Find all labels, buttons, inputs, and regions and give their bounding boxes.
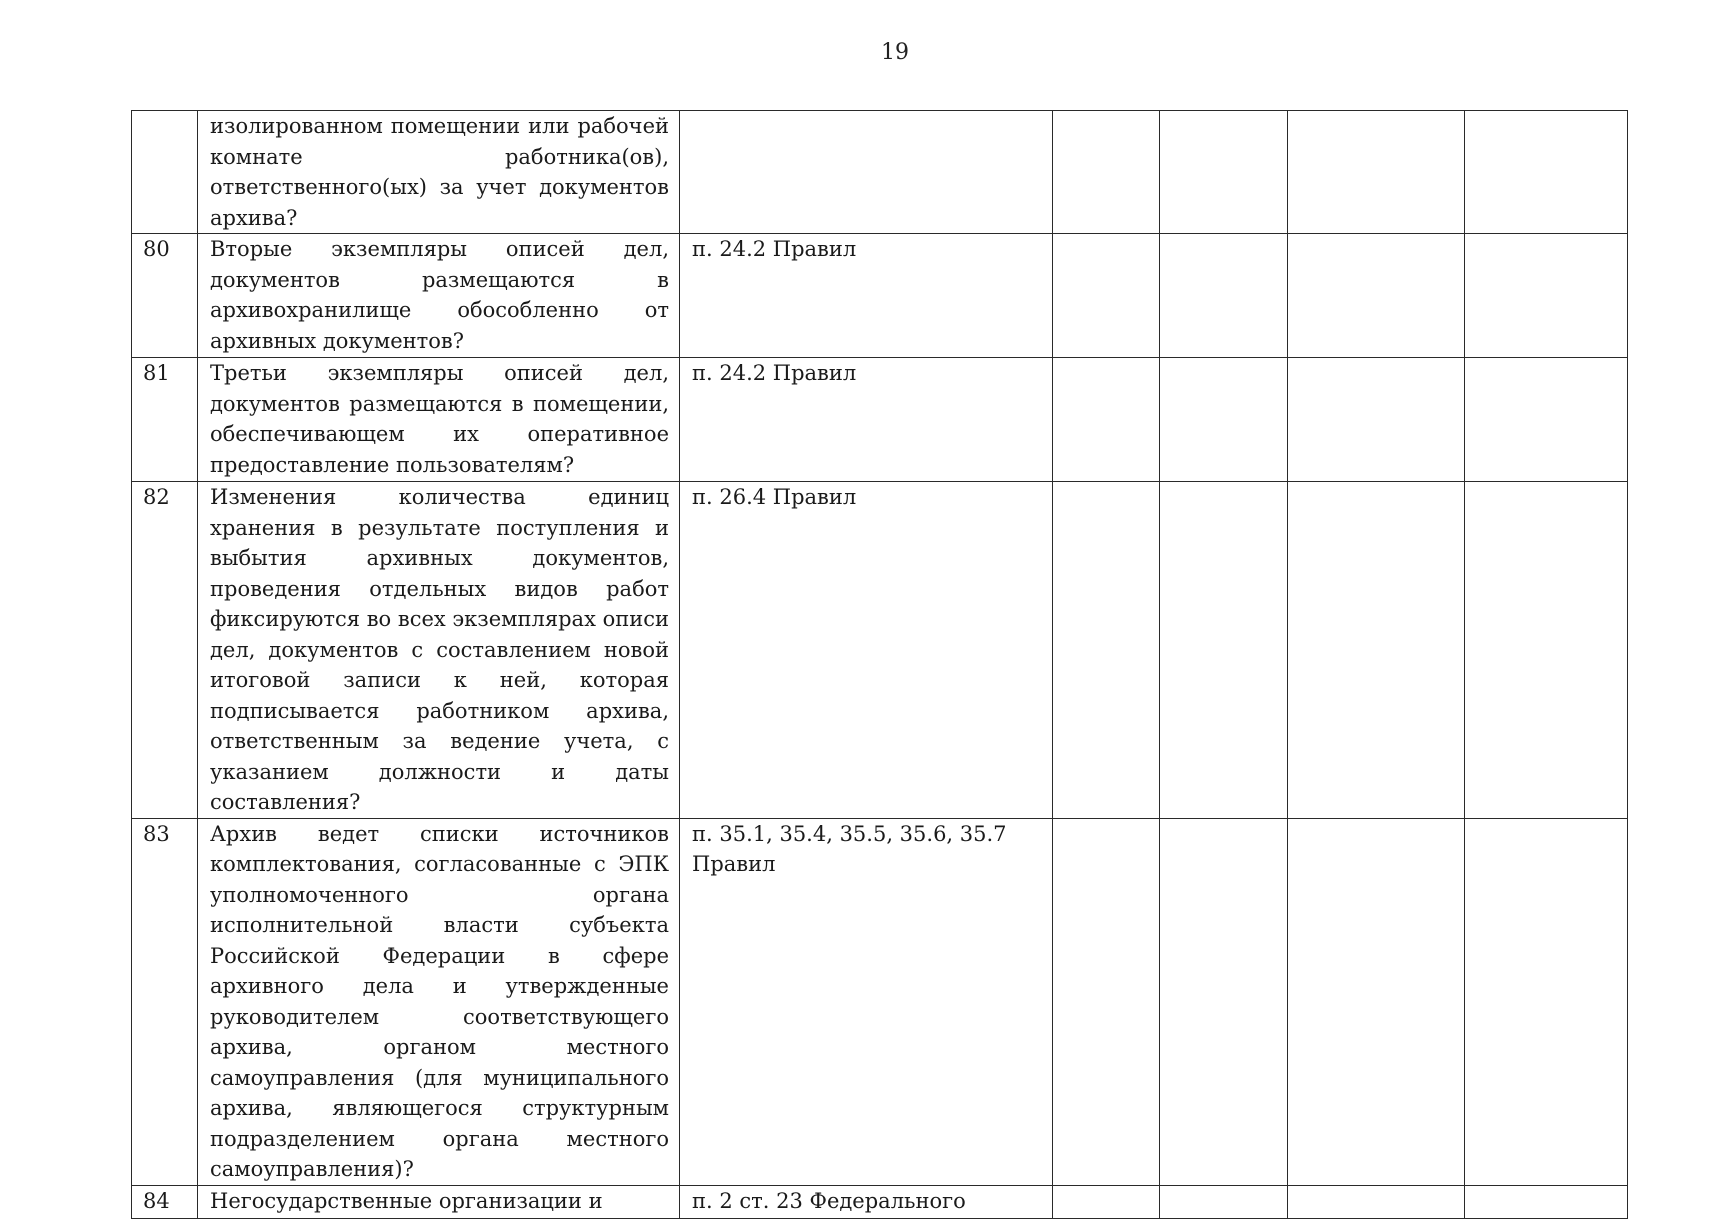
question-cell: Негосударственные организации и xyxy=(198,1185,680,1218)
empty-cell xyxy=(1465,358,1628,482)
table-row xyxy=(132,234,1628,358)
empty-cell xyxy=(1053,358,1160,482)
table-row xyxy=(132,818,1628,1185)
row-number-cell: 82 xyxy=(132,482,198,819)
reference-cell: п. 35.1, 35.4, 35.5, 35.6, 35.7 Правил xyxy=(680,818,1053,1185)
empty-cell xyxy=(1160,358,1288,482)
table-row xyxy=(132,111,1628,234)
empty-cell xyxy=(1053,111,1160,234)
row-number-cell xyxy=(132,111,198,234)
reference-cell xyxy=(680,111,1053,234)
empty-cell xyxy=(1053,818,1160,1185)
empty-cell xyxy=(1288,1185,1465,1218)
question-cell: Изменения количества единиц хранения в результате поступления и выбытия архивных документов, проведения отдельных видов работ фиксируются во всех экземплярах описи дел, документов с составлением новой итоговой записи к ней, которая подписывается работником архива, ответственным за ведение учета, с указанием должности и даты составления? xyxy=(198,482,680,819)
reference-cell: п. 2 ст. 23 Федерального xyxy=(680,1185,1053,1218)
empty-cell xyxy=(1465,482,1628,819)
empty-cell xyxy=(1288,358,1465,482)
empty-cell xyxy=(1053,1185,1160,1218)
empty-cell xyxy=(1465,818,1628,1185)
page-number: 19 xyxy=(881,40,909,65)
row-number-cell: 81 xyxy=(132,358,198,482)
question-cell: Вторые экземпляры описей дел, документов размещаются в архивохранилище обособленно от архивных документов? xyxy=(198,234,680,358)
empty-cell xyxy=(1288,818,1465,1185)
question-cell: Третьи экземпляры описей дел, документов размещаются в помещении, обеспечивающем их оперативное предоставление пользователям? xyxy=(198,358,680,482)
row-number-cell: 84 xyxy=(132,1185,198,1218)
empty-cell xyxy=(1160,818,1288,1185)
row-number-cell: 83 xyxy=(132,818,198,1185)
table-row xyxy=(132,1185,1628,1218)
table-row xyxy=(132,482,1628,819)
empty-cell xyxy=(1465,234,1628,358)
empty-cell xyxy=(1288,234,1465,358)
row-number-cell: 80 xyxy=(132,234,198,358)
checklist-table xyxy=(131,110,1628,1219)
empty-cell xyxy=(1053,234,1160,358)
question-cell: Архив ведет списки источников комплектования, согласованные с ЭПК уполномоченного органа исполнительной власти субъекта Российской Федерации в сфере архивного дела и утвержденные руководителем соответствующего архива, органом местного самоуправления (для муниципального архива, являющегося структурным подразделением органа местного самоуправления)? xyxy=(198,818,680,1185)
reference-cell: п. 24.2 Правил xyxy=(680,358,1053,482)
empty-cell xyxy=(1160,482,1288,819)
empty-cell xyxy=(1288,482,1465,819)
empty-cell xyxy=(1288,111,1465,234)
reference-cell: п. 26.4 Правил xyxy=(680,482,1053,819)
question-cell: изолированном помещении или рабочей комнате работника(ов), ответственного(ых) за учет документов архива? xyxy=(198,111,680,234)
empty-cell xyxy=(1465,111,1628,234)
empty-cell xyxy=(1160,111,1288,234)
table-row xyxy=(132,358,1628,482)
empty-cell xyxy=(1053,482,1160,819)
empty-cell xyxy=(1160,234,1288,358)
empty-cell xyxy=(1465,1185,1628,1218)
reference-cell: п. 24.2 Правил xyxy=(680,234,1053,358)
empty-cell xyxy=(1160,1185,1288,1218)
